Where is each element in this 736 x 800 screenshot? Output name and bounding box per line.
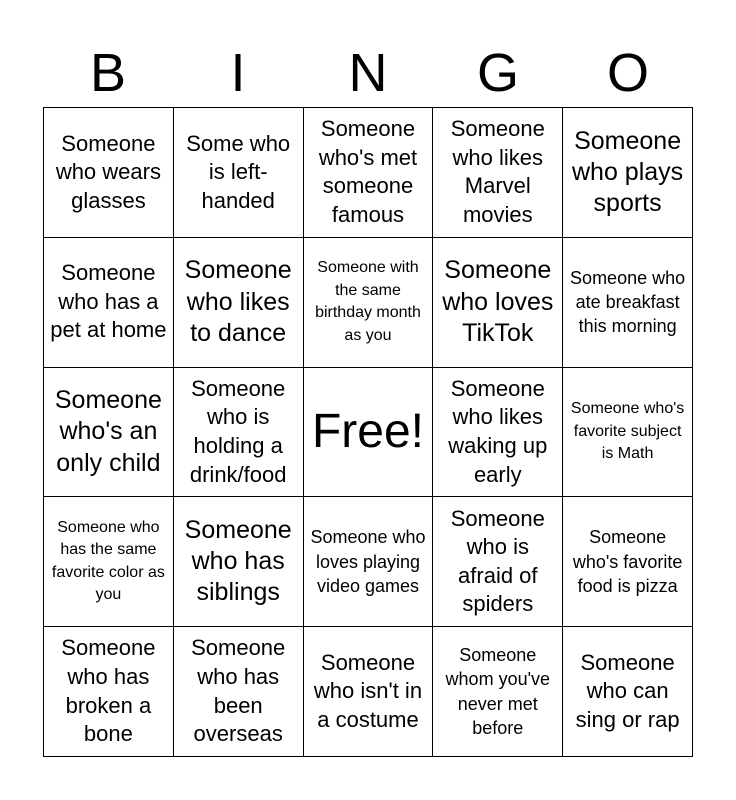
bingo-card (43, 107, 693, 757)
bingo-cell[interactable]: Someone who has been overseas (174, 627, 304, 757)
bingo-cell[interactable]: Someone who is holding a drink/food (174, 368, 304, 498)
header-letter-n: N (348, 43, 388, 103)
bingo-cell[interactable]: Someone who's favorite food is pizza (563, 497, 693, 627)
bingo-header (43, 40, 693, 106)
bingo-cell[interactable]: Someone who isn't in a costume (304, 627, 434, 757)
bingo-cell[interactable]: Someone with the same birthday month as you (304, 238, 434, 368)
bingo-cell[interactable]: Someone who's an only child (44, 368, 174, 498)
bingo-cell[interactable]: Someone who likes to dance (174, 238, 304, 368)
bingo-cell[interactable]: Someone who can sing or rap (563, 627, 693, 757)
bingo-cell[interactable]: Someone who likes Marvel movies (433, 108, 563, 238)
bingo-cell[interactable]: Someone who likes waking up early (433, 368, 563, 498)
bingo-cell[interactable]: Someone who ate breakfast this morning (563, 238, 693, 368)
header-letter-i: I (230, 43, 246, 103)
header-letter-o: O (606, 43, 649, 103)
header-letter-g: G (476, 43, 519, 103)
bingo-cell[interactable]: Someone who has the same favorite color as you (44, 497, 174, 627)
bingo-cell[interactable]: Someone who plays sports (563, 108, 693, 238)
bingo-cell[interactable]: Someone who wears glasses (44, 108, 174, 238)
bingo-cell[interactable]: Someone whom you've never met before (433, 627, 563, 757)
bingo-cell[interactable]: Someone who's favorite subject is Math (563, 368, 693, 498)
bingo-cell[interactable]: Someone who is afraid of spiders (433, 497, 563, 627)
bingo-cell[interactable]: Someone who has a pet at home (44, 238, 174, 368)
bingo-cell[interactable]: Someone who has siblings (174, 497, 304, 627)
bingo-cell[interactable]: Someone who loves TikTok (433, 238, 563, 368)
bingo-cell[interactable]: Someone who has broken a bone (44, 627, 174, 757)
free-space[interactable]: Free! (304, 368, 434, 498)
bingo-cell[interactable]: Some who is left-handed (174, 108, 304, 238)
bingo-cell[interactable]: Someone who loves playing video games (304, 497, 434, 627)
bingo-cell[interactable]: Someone who's met someone famous (304, 108, 434, 238)
header-letter-b: B (89, 43, 127, 103)
